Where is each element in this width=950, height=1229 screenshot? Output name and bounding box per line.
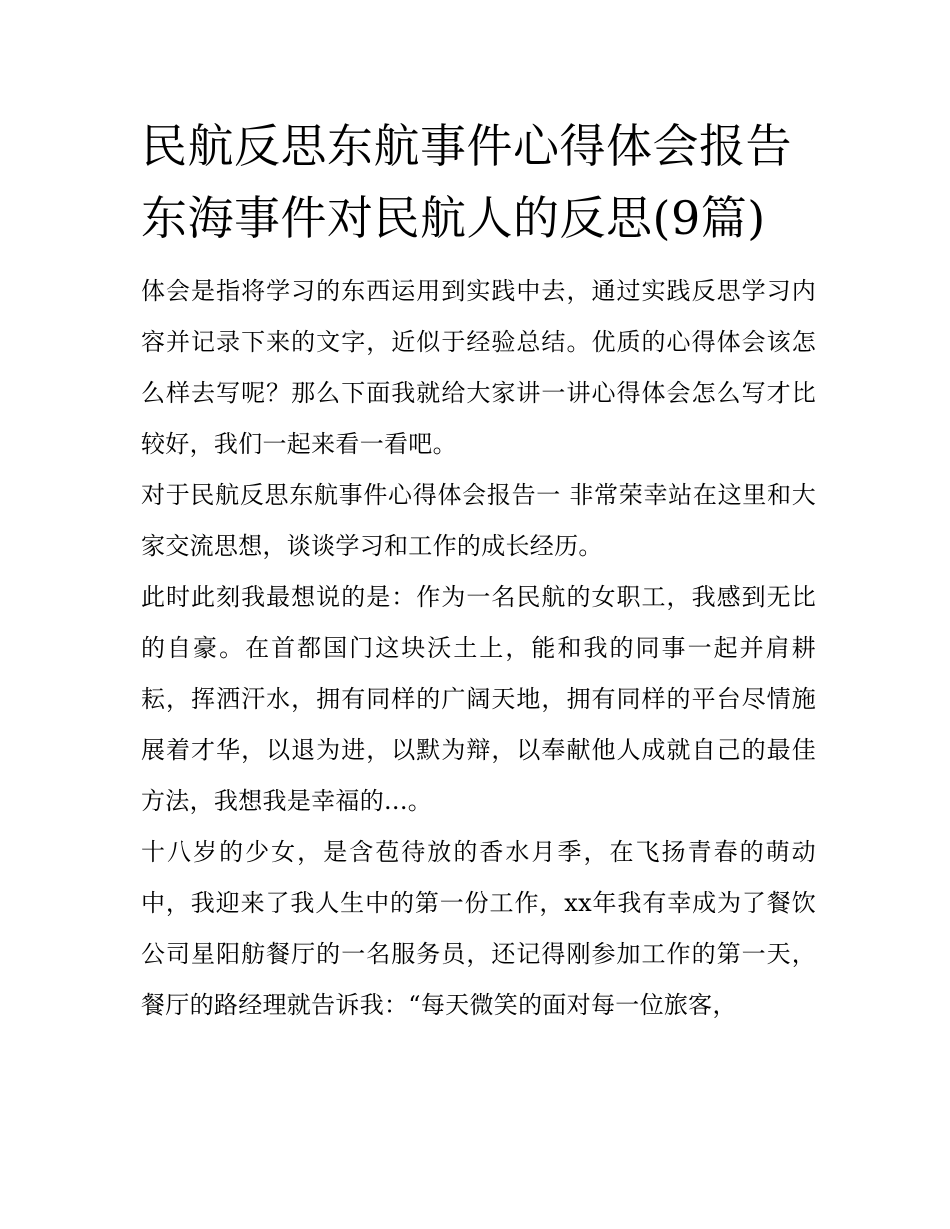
paragraph-first-job: 十八岁的少女，是含苞待放的香水月季，在飞扬青春的萌动中，我迎来了我人生中的第一份工作，xx年我有幸成为了餐饮公司星阳舫餐厅的一名服务员，还记得刚参加工作的第一天，餐厅的路经理就告诉我：“每天微笑的面对每一位旅客， — [141, 838, 816, 1019]
document-page — [141, 110, 816, 1031]
paragraph-pride: 此时此刻我最想说的是：作为一名民航的女职工，我感到无比的自豪。在首都国门这块沃土上，能和我的同事一起并肩耕耘，挥洒汗水，拥有同样的广阔天地，拥有同样的平台尽情施展着才华，以退为进，以默为辩，以奉献他人成就自己的最佳方法，我想我是幸福的...。 — [141, 583, 816, 815]
document-title: 民航反思东航事件心得体会报告 东海事件对民航人的反思(9篇) — [141, 119, 792, 245]
paragraph-intro: 体会是指将学习的东西运用到实践中去，通过实践反思学习内容并记录下来的文字，近似于经验总结。优质的心得体会该怎么样去写呢？那么下面我就给大家讲一讲心得体会怎么写才比较好，我们一起来看一看吧。 — [141, 277, 816, 458]
paragraph-report-one: 对于民航反思东航事件心得体会报告一 非常荣幸站在这里和大家交流思想，谈谈学习和工作的成长经历。 — [141, 481, 816, 560]
